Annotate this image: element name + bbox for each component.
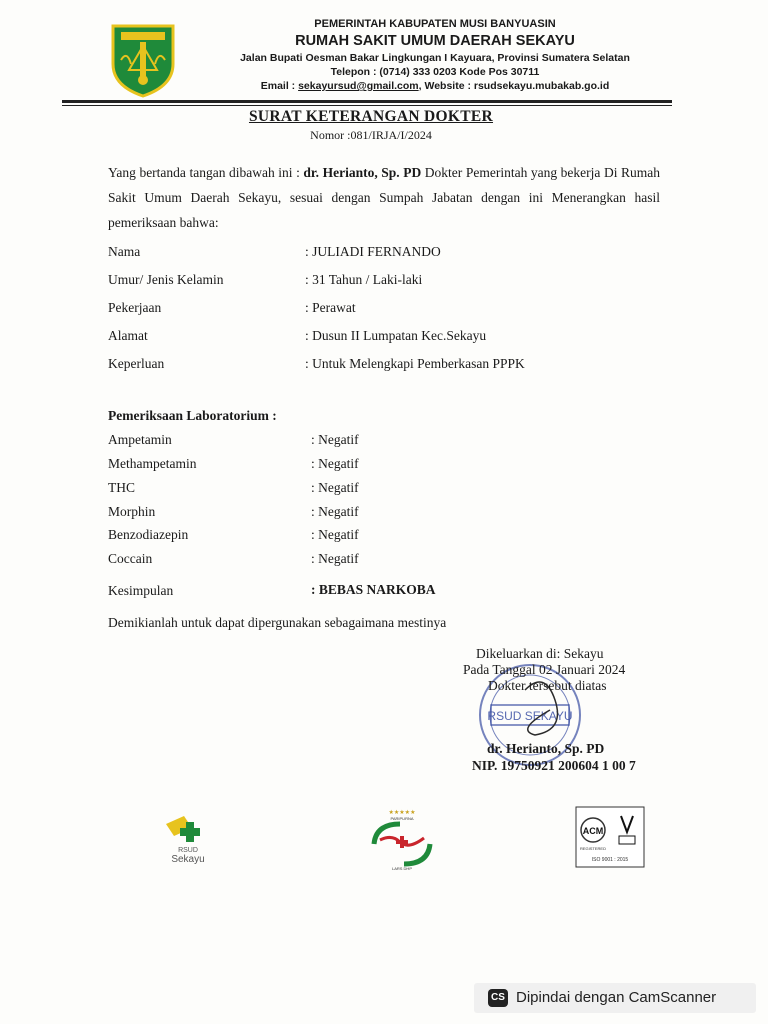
intro-paragraph xyxy=(108,160,660,235)
rsud-label: RSUD xyxy=(178,847,198,854)
patient-label-age: Umur/ Jenis Kelamin xyxy=(108,272,224,287)
patient-label-name: Nama xyxy=(108,244,141,259)
header-phone: Telepon : (0714) 333 0203 Kode Pos 30711 xyxy=(330,66,540,78)
signature-name: dr. Herianto, Sp. PD xyxy=(487,741,605,756)
lab-label-ampetamin: Ampetamin xyxy=(108,432,172,447)
header-address: Jalan Bupati Oesman Bakar Lingkungan I Kayuara, Provinsi Sumatera Selatan xyxy=(240,52,630,64)
document-title: SURAT KETERANGAN DOKTER xyxy=(248,108,494,125)
stamp-text: RSUD SEKAYU xyxy=(487,709,573,723)
kars-paripurna-logo xyxy=(366,806,438,872)
kars-text: LARS DHP xyxy=(391,866,413,871)
acm-iso-logo xyxy=(575,806,645,868)
intro-rest: Dokter Pemerintah yang bekerja Di Rumah Sakit Umum Daerah Sekayu, sesuai dengan Sumpah Jabatan dengan ini Menerangkan hasil pemeriksaan bahwa: xyxy=(108,165,660,230)
patient-value-job: : Perawat xyxy=(305,300,356,315)
conclusion-label: Kesimpulan xyxy=(108,583,174,598)
patient-label-purpose: Keperluan xyxy=(108,356,165,371)
lab-value-benzodiazepin: : Negatif xyxy=(311,527,359,542)
regency-crest-icon xyxy=(107,20,179,98)
camscanner-watermark xyxy=(474,983,756,1013)
document-number: Nomor :081/IRJA/I/2024 xyxy=(310,128,432,142)
signature-nip: NIP. 19750921 200604 1 00 7 xyxy=(472,758,636,773)
paripurna-text: PARIPURNA xyxy=(390,816,414,821)
lab-value-morphin: : Negatif xyxy=(311,504,359,519)
patient-label-address: Alamat xyxy=(108,328,148,343)
acm-text: ACM xyxy=(582,826,604,836)
website-text: , Website : rsudsekayu.mubakab.go.id xyxy=(418,80,610,92)
patient-value-address: : Dusun II Lumpatan Kec.Sekayu xyxy=(305,328,487,343)
lab-value-methampetamin: : Negatif xyxy=(311,456,359,471)
lab-value-thc: : Negatif xyxy=(311,480,359,495)
lab-label-methampetamin: Methampetamin xyxy=(108,456,197,471)
lab-label-benzodiazepin: Benzodiazepin xyxy=(108,527,189,542)
patient-label-job: Pekerjaan xyxy=(108,300,162,315)
lab-value-ampetamin: : Negatif xyxy=(311,432,359,447)
lab-value-coccain: : Negatif xyxy=(311,551,359,566)
patient-value-age: : 31 Tahun / Laki-laki xyxy=(305,272,423,287)
patient-value-name: : JULIADI FERNANDO xyxy=(305,244,441,259)
conclusion-value: : BEBAS NARKOBA xyxy=(311,582,436,597)
signature-issued: Dikeluarkan di: Sekayu xyxy=(476,646,604,661)
rsud-sekayu-logo xyxy=(158,812,218,867)
header-hospital-name: RUMAH SAKIT UMUM DAERAH SEKAYU xyxy=(295,33,575,49)
intro-doctor: dr. Herianto, Sp. PD xyxy=(303,165,422,180)
email-label: Email : xyxy=(260,80,299,92)
patient-value-purpose: : Untuk Melengkapi Pemberkasan PPPK xyxy=(305,356,525,371)
header-contact xyxy=(185,80,685,92)
camscanner-text: Dipindai dengan CamScanner xyxy=(516,989,717,1006)
signature-role: Dokter tersebut diatas xyxy=(488,678,607,693)
signature-date: Pada Tanggal 02 Januari 2024 xyxy=(463,662,626,677)
email-link[interactable]: sekayursud@gmail.com xyxy=(298,80,419,92)
lab-label-morphin: Morphin xyxy=(108,504,156,519)
lab-label-coccain: Coccain xyxy=(108,551,153,566)
iso-note: REGISTERED xyxy=(579,846,607,851)
intro-prefix: Yang bertanda tangan dibawah ini : xyxy=(108,165,304,180)
rsud-name: Sekayu xyxy=(171,854,205,865)
header-rule-thick xyxy=(62,100,672,103)
lab-label-thc: THC xyxy=(108,480,135,495)
closing-statement: Demikianlah untuk dapat dipergunakan sebagaimana mestinya xyxy=(108,615,447,630)
iso-text: ISO 9001 : 2015 xyxy=(591,857,629,863)
header-government: PEMERINTAH KABUPATEN MUSI BANYUASIN xyxy=(314,18,556,30)
svg-text:★★★★★: ★★★★★ xyxy=(388,810,416,816)
header-rule-thin xyxy=(62,105,672,106)
camscanner-icon: CS xyxy=(488,989,508,1007)
lab-heading: Pemeriksaan Laboratorium : xyxy=(108,408,277,423)
